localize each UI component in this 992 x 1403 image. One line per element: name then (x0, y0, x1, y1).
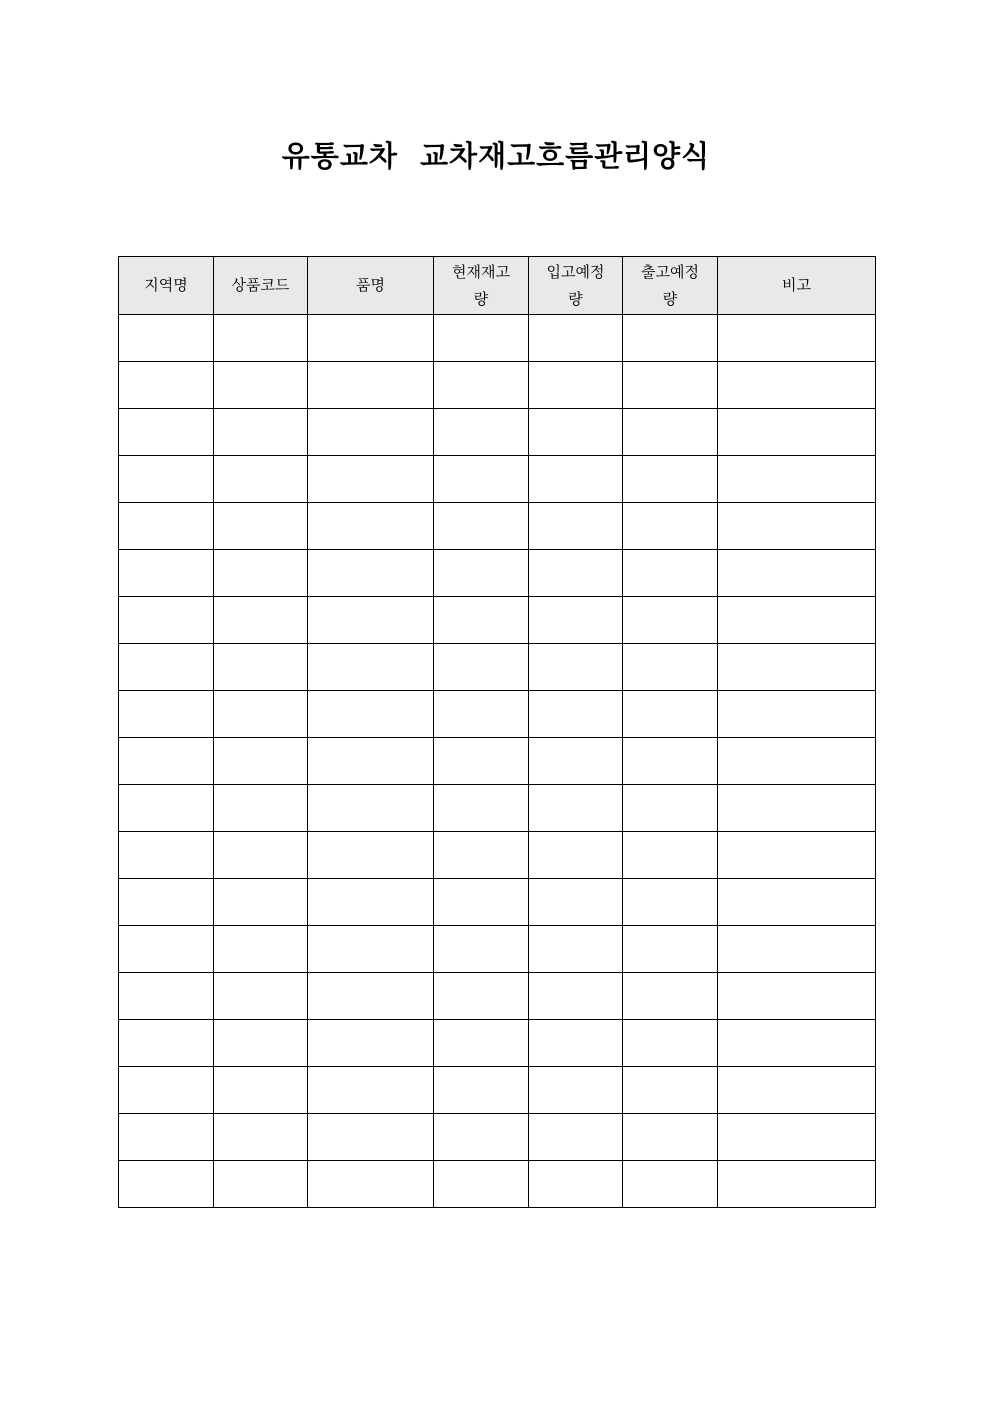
table-cell[interactable] (529, 1067, 623, 1114)
table-cell[interactable] (308, 644, 434, 691)
table-cell[interactable] (623, 879, 718, 926)
table-cell[interactable] (214, 362, 308, 409)
table-cell[interactable] (529, 879, 623, 926)
table-cell[interactable] (623, 597, 718, 644)
table-cell[interactable] (718, 1067, 876, 1114)
table-cell[interactable] (718, 503, 876, 550)
table-cell[interactable] (214, 503, 308, 550)
table-cell[interactable] (623, 503, 718, 550)
table-cell[interactable] (623, 926, 718, 973)
table-cell[interactable] (119, 738, 214, 785)
table-cell[interactable] (623, 1161, 718, 1208)
table-cell[interactable] (214, 644, 308, 691)
table-row (119, 973, 876, 1020)
table-cell[interactable] (434, 550, 529, 597)
table-cell[interactable] (718, 738, 876, 785)
table-cell[interactable] (529, 409, 623, 456)
table-cell[interactable] (718, 879, 876, 926)
table-cell[interactable] (718, 362, 876, 409)
table-cell[interactable] (434, 738, 529, 785)
table-row (119, 785, 876, 832)
table-cell[interactable] (308, 362, 434, 409)
table-row (119, 550, 876, 597)
table-row (119, 1114, 876, 1161)
table-cell[interactable] (623, 691, 718, 738)
table-cell[interactable] (308, 879, 434, 926)
table-cell[interactable] (119, 1020, 214, 1067)
table-cell[interactable] (718, 1114, 876, 1161)
table-cell[interactable] (529, 832, 623, 879)
table-row (119, 879, 876, 926)
header-expected-outbound (623, 257, 718, 315)
table-cell[interactable] (119, 409, 214, 456)
table-cell[interactable] (308, 926, 434, 973)
header-product-code (214, 257, 308, 315)
table-cell[interactable] (434, 1161, 529, 1208)
table-cell[interactable] (434, 503, 529, 550)
table-cell[interactable] (623, 1114, 718, 1161)
table-cell[interactable] (214, 1161, 308, 1208)
table-cell[interactable] (119, 879, 214, 926)
table-cell[interactable] (308, 315, 434, 362)
table-row (119, 832, 876, 879)
table-cell[interactable] (718, 1161, 876, 1208)
table-cell[interactable] (529, 785, 623, 832)
table-row (119, 926, 876, 973)
table-cell[interactable] (308, 1114, 434, 1161)
header-label: 비고 (782, 276, 811, 294)
table-cell[interactable] (529, 1020, 623, 1067)
table-cell[interactable] (718, 597, 876, 644)
table-cell[interactable] (718, 315, 876, 362)
table-cell[interactable] (623, 1067, 718, 1114)
header-label: 지역명 (144, 276, 188, 294)
table-row (119, 1020, 876, 1067)
table-cell[interactable] (119, 1114, 214, 1161)
table-cell[interactable] (214, 879, 308, 926)
table-cell[interactable] (718, 691, 876, 738)
table-body (119, 315, 876, 1208)
table-cell[interactable] (434, 1067, 529, 1114)
table-cell[interactable] (119, 315, 214, 362)
table-cell[interactable] (529, 1161, 623, 1208)
header-label: 상품코드 (231, 276, 290, 294)
inventory-flow-table (118, 256, 876, 1208)
table-cell[interactable] (308, 503, 434, 550)
table-cell[interactable] (308, 597, 434, 644)
table-cell[interactable] (529, 362, 623, 409)
table-cell[interactable] (308, 1067, 434, 1114)
document-title: 유통교차 교차재고흐름관리양식 (281, 139, 711, 173)
table-row (119, 691, 876, 738)
table-cell[interactable] (529, 644, 623, 691)
header-current-stock (434, 257, 529, 315)
table-cell[interactable] (119, 926, 214, 973)
table-row (119, 738, 876, 785)
table-cell[interactable] (308, 785, 434, 832)
header-expected-inbound (529, 257, 623, 315)
table-cell[interactable] (434, 691, 529, 738)
table-cell[interactable] (718, 832, 876, 879)
header-remarks (718, 257, 876, 315)
table-cell[interactable] (214, 1020, 308, 1067)
table-cell[interactable] (119, 1161, 214, 1208)
table-cell[interactable] (308, 409, 434, 456)
table-cell[interactable] (119, 456, 214, 503)
table-cell[interactable] (308, 973, 434, 1020)
header-region (119, 257, 214, 315)
table-cell[interactable] (434, 362, 529, 409)
table-cell[interactable] (623, 644, 718, 691)
table-cell[interactable] (214, 691, 308, 738)
table-cell[interactable] (119, 644, 214, 691)
table-cell[interactable] (119, 362, 214, 409)
table-header-row (119, 257, 876, 315)
table-cell[interactable] (529, 738, 623, 785)
table-cell[interactable] (214, 926, 308, 973)
table-cell[interactable] (529, 456, 623, 503)
table-cell[interactable] (434, 456, 529, 503)
table-cell[interactable] (623, 456, 718, 503)
table-cell[interactable] (214, 456, 308, 503)
table-cell[interactable] (529, 550, 623, 597)
header-label: 입고예정 량 (546, 262, 605, 308)
table-cell[interactable] (718, 785, 876, 832)
table-cell[interactable] (623, 785, 718, 832)
table-row (119, 409, 876, 456)
table-cell[interactable] (718, 550, 876, 597)
table-cell[interactable] (718, 644, 876, 691)
table-cell[interactable] (434, 879, 529, 926)
table-cell[interactable] (434, 926, 529, 973)
table-cell[interactable] (434, 832, 529, 879)
table-cell[interactable] (308, 1020, 434, 1067)
table-cell[interactable] (214, 1067, 308, 1114)
table-row (119, 644, 876, 691)
table-cell[interactable] (623, 832, 718, 879)
table-cell[interactable] (308, 456, 434, 503)
table-cell[interactable] (119, 550, 214, 597)
table-row (119, 503, 876, 550)
table-cell[interactable] (119, 832, 214, 879)
table-cell[interactable] (308, 832, 434, 879)
table-cell[interactable] (718, 973, 876, 1020)
table-cell[interactable] (214, 738, 308, 785)
table-cell[interactable] (718, 926, 876, 973)
table-cell[interactable] (119, 503, 214, 550)
table-cell[interactable] (214, 597, 308, 644)
table-cell[interactable] (119, 973, 214, 1020)
header-item-name (308, 257, 434, 315)
table-cell[interactable] (623, 362, 718, 409)
table-cell[interactable] (214, 409, 308, 456)
table-cell[interactable] (119, 785, 214, 832)
table-cell[interactable] (434, 409, 529, 456)
table-cell[interactable] (623, 973, 718, 1020)
table-cell[interactable] (434, 785, 529, 832)
table-cell[interactable] (214, 550, 308, 597)
table-row (119, 1161, 876, 1208)
table-cell[interactable] (434, 1020, 529, 1067)
table-cell[interactable] (214, 832, 308, 879)
header-label: 품명 (356, 276, 385, 294)
table-cell[interactable] (434, 1114, 529, 1161)
table-cell[interactable] (718, 409, 876, 456)
table-cell[interactable] (308, 550, 434, 597)
table-cell[interactable] (214, 1114, 308, 1161)
table-cell[interactable] (718, 1020, 876, 1067)
table-row (119, 315, 876, 362)
table-cell[interactable] (623, 550, 718, 597)
header-label: 현재재고 량 (452, 262, 510, 308)
table-cell[interactable] (623, 1020, 718, 1067)
table-cell[interactable] (529, 597, 623, 644)
table-row (119, 456, 876, 503)
table-cell[interactable] (623, 315, 718, 362)
table-cell[interactable] (718, 456, 876, 503)
table-cell[interactable] (119, 1067, 214, 1114)
table-cell[interactable] (529, 503, 623, 550)
table-cell[interactable] (214, 973, 308, 1020)
table-cell[interactable] (529, 315, 623, 362)
table-cell[interactable] (119, 597, 214, 644)
table-row (119, 597, 876, 644)
table-cell[interactable] (308, 691, 434, 738)
table-cell[interactable] (214, 315, 308, 362)
table-cell[interactable] (308, 1161, 434, 1208)
table-row (119, 362, 876, 409)
table-cell[interactable] (434, 597, 529, 644)
table-cell[interactable] (529, 926, 623, 973)
table-cell[interactable] (434, 973, 529, 1020)
table-cell[interactable] (529, 1114, 623, 1161)
table-row (119, 1067, 876, 1114)
table-cell[interactable] (623, 409, 718, 456)
table-cell[interactable] (434, 315, 529, 362)
table-cell[interactable] (623, 738, 718, 785)
table-cell[interactable] (434, 644, 529, 691)
table-cell[interactable] (119, 691, 214, 738)
header-label: 출고예정 량 (641, 262, 699, 308)
table-cell[interactable] (214, 785, 308, 832)
table-cell[interactable] (308, 738, 434, 785)
table-cell[interactable] (529, 973, 623, 1020)
table-cell[interactable] (529, 691, 623, 738)
